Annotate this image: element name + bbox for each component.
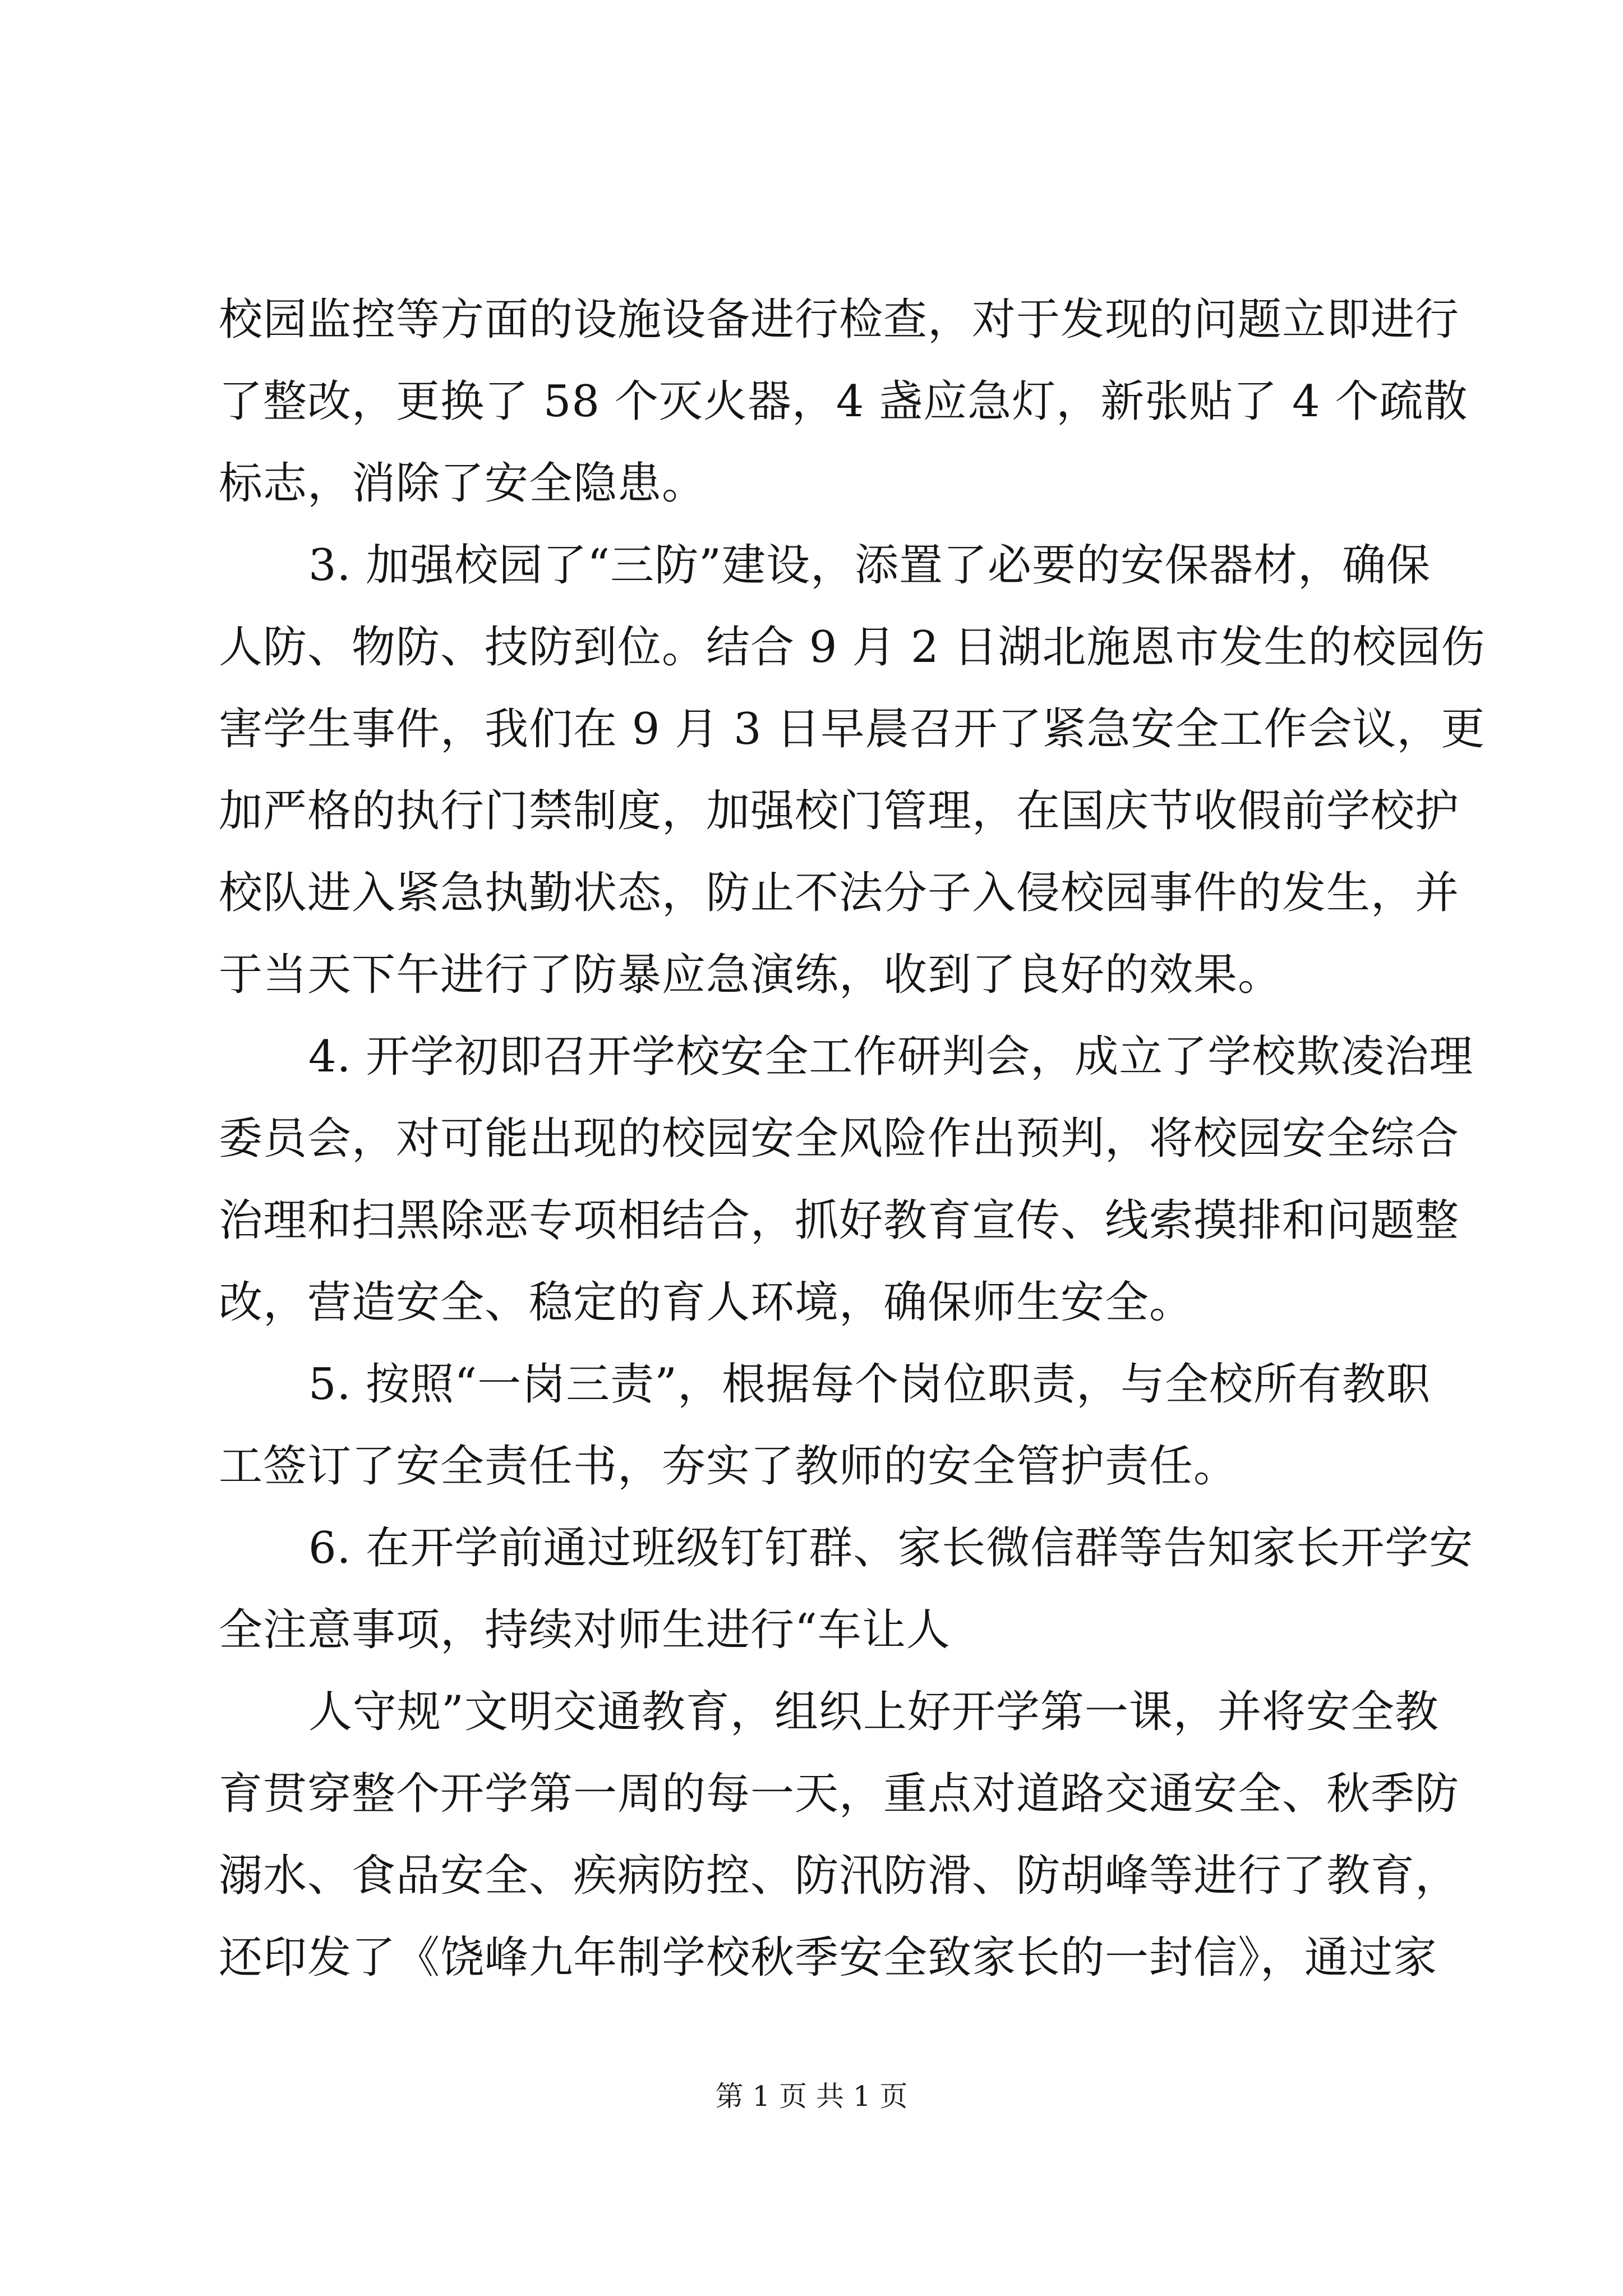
text-line: 工签订了安全责任书，夯实了教师的安全管护责任。 — [219, 1441, 1238, 1492]
text-line: 全注意事项，持续对师生进行“车让人 — [219, 1605, 951, 1655]
text-line: 人防、物防、技防到位。结合 9 月 2 日湖北施恩市发生的校园伤 — [219, 622, 1486, 673]
text-line: 溺水、食品安全、疾病防控、防汛防滑、防胡峰等进行了教育， — [219, 1851, 1460, 1901]
text-line: 改，营造安全、稳定的育人环境，确保师生安全。 — [219, 1277, 1194, 1328]
text-line: 加严格的执行门禁制度，加强校门管理，在国庆节收假前学校护 — [219, 786, 1460, 836]
text-line: 了整改，更换了 58 个灭火器，4 盏应急灯，新张贴了 4 个疏散 — [219, 376, 1468, 427]
text-line: 还印发了《饶峰九年制学校秋季安全致家长的一封信》，通过家 — [219, 1932, 1438, 1983]
paragraph-3-first-line: 3. 加强校园了“三防”建设，添置了必要的安保器材，确保 — [308, 540, 1431, 591]
text-line: 害学生事件，我们在 9 月 3 日早晨召开了紧急安全工作会议，更 — [219, 704, 1486, 754]
text-line: 委员会，对可能出现的校园安全风险作出预判，将校园安全综合 — [219, 1114, 1460, 1164]
paragraph-5-first-line: 5. 按照“一岗三责”，根据每个岗位职责，与全校所有教职 — [308, 1359, 1431, 1410]
text-line: 校园监控等方面的设施设备进行检查，对于发现的问题立即进行 — [219, 295, 1460, 345]
text-line: 于当天下午进行了防暴应急演练，收到了良好的效果。 — [219, 950, 1283, 1000]
paragraph-6-first-line: 6. 在开学前通过班级钉钉群、家长微信群等告知家长开学安 — [308, 1523, 1474, 1573]
text-line: 育贯穿整个开学第一周的每一天，重点对道路交通安全、秋季防 — [219, 1769, 1460, 1819]
page-number-footer: 第 1 页 共 1 页 — [715, 2080, 908, 2113]
paragraph-4-first-line: 4. 开学初即召开学校安全工作研判会，成立了学校欺凌治理 — [308, 1032, 1474, 1082]
text-line: 治理和扫黑除恶专项相结合，抓好教育宣传、线索摸排和问题整 — [219, 1195, 1460, 1246]
paragraph-continuation-first-line: 人守规”文明交通教育，组织上好开学第一课，并将安全教 — [308, 1687, 1439, 1737]
text-line: 校队进入紧急执勤状态，防止不法分子入侵校园事件的发生，并 — [219, 868, 1460, 918]
text-line: 标志，消除了安全隐患。 — [219, 458, 707, 509]
